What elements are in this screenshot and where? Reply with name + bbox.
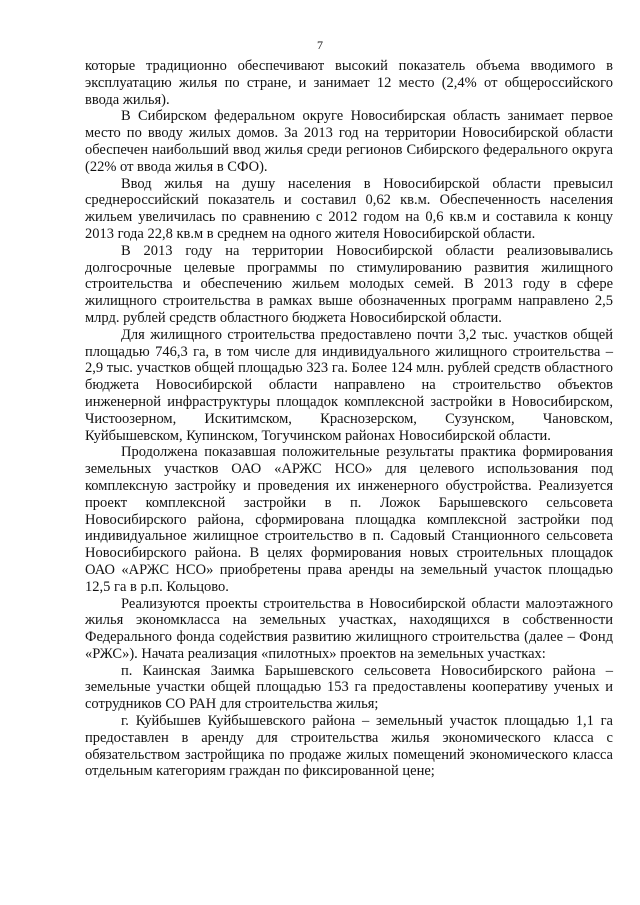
- body-text: [85, 58, 613, 780]
- paragraph-2: В Сибирском федеральном округе Новосибирская область занимает первое место по вводу жилых домов. За 2013 год на территории Новосибирской области обеспечен наибольший ввод жилья среди регионов Сибирского федерального округа (22% от ввода жилья в СФО).: [85, 108, 613, 175]
- page-number: 7: [317, 38, 323, 52]
- paragraph-7: Реализуются проекты строительства в Новосибирской области малоэтажного жилья экономкласса на земельных участках, находящихся в собственности Федерального фонда содействия развитию жилищного строительства (далее – Фонд «РЖС»). Начата реализация «пилотных» проектов на земельных участках:: [85, 595, 613, 662]
- list-item-kuibyshev: г. Куйбышев Куйбышевского района – земельный участок площадью 1,1 га предоставлен в аренду для строительства жилья экономического класса с обязательством застройщика по продаже жилых помещений экономического класса отдельным категориям граждан по фиксированной цене;: [85, 713, 613, 780]
- paragraph-6: Продолжена показавшая положительные результаты практика формирования земельных участков ОАО «АРЖС НСО» для целевого использования под комплексную застройку и проведения их инженерного обустройства. Реализуется проект комплексной застройки в п. Ложок Барышевского сельсовета Новосибирского района, сформирована площадка комплексной застройки под индивидуальное жилищное строительство в п. Садовый Станционного сельсовета Новосибирского района. В целях формирования новых строительных площадок ОАО «АРЖС НСО» приобретены права аренды на земельный участок площадью 12,5 га в р.п. Кольцово.: [85, 444, 613, 595]
- paragraph-5: Для жилищного строительства предоставлено почти 3,2 тыс. участков общей площадью 746,3 га, в том числе для индивидуального жилищного строительства – 2,9 тыс. участков общей площадью 323 га. Более 124 млн. рублей средств областного бюджета Новосибирской области направлено на строительство объектов инженерной инфраструктуры площадок комплексной застройки в Новосибирском, Чистоозерном, Искитимском, Краснозерском, Сузунском, Чановском, Куйбышевском, Купинском, Тогучинском районах Новосибирской области.: [85, 326, 613, 444]
- paragraph-4: В 2013 году на территории Новосибирской области реализовывались долгосрочные целевые программы по стимулированию развития жилищного строительства и обеспечению жильем молодых семей. В 2013 году в сфере жилищного строительства в рамках выше обозначенных программ направлено 2,5 млрд. рублей средств областного бюджета Новосибирской области.: [85, 242, 613, 326]
- paragraph-3: Ввод жилья на душу населения в Новосибирской области превысил среднероссийский показатель и составил 0,62 кв.м. Обеспеченность населения жильем увеличилась по сравнению с 2012 годом на 0,6 кв.м и составила к концу 2013 года 22,8 кв.м в среднем на одного жителя Новосибирской области.: [85, 175, 613, 242]
- paragraph-1: которые традиционно обеспечивают высокий показатель объема вводимого в эксплуатацию жилья по стране, и занимает 12 место (2,4% от общероссийского ввода жилья).: [85, 58, 613, 108]
- list-item-kainskaya-zaimka: п. Каинская Заимка Барышевского сельсовета Новосибирского района – земельные участки общей площадью 153 га предоставлены кооперативу ученых и сотрудников СО РАН для строительства жилья;: [85, 662, 613, 713]
